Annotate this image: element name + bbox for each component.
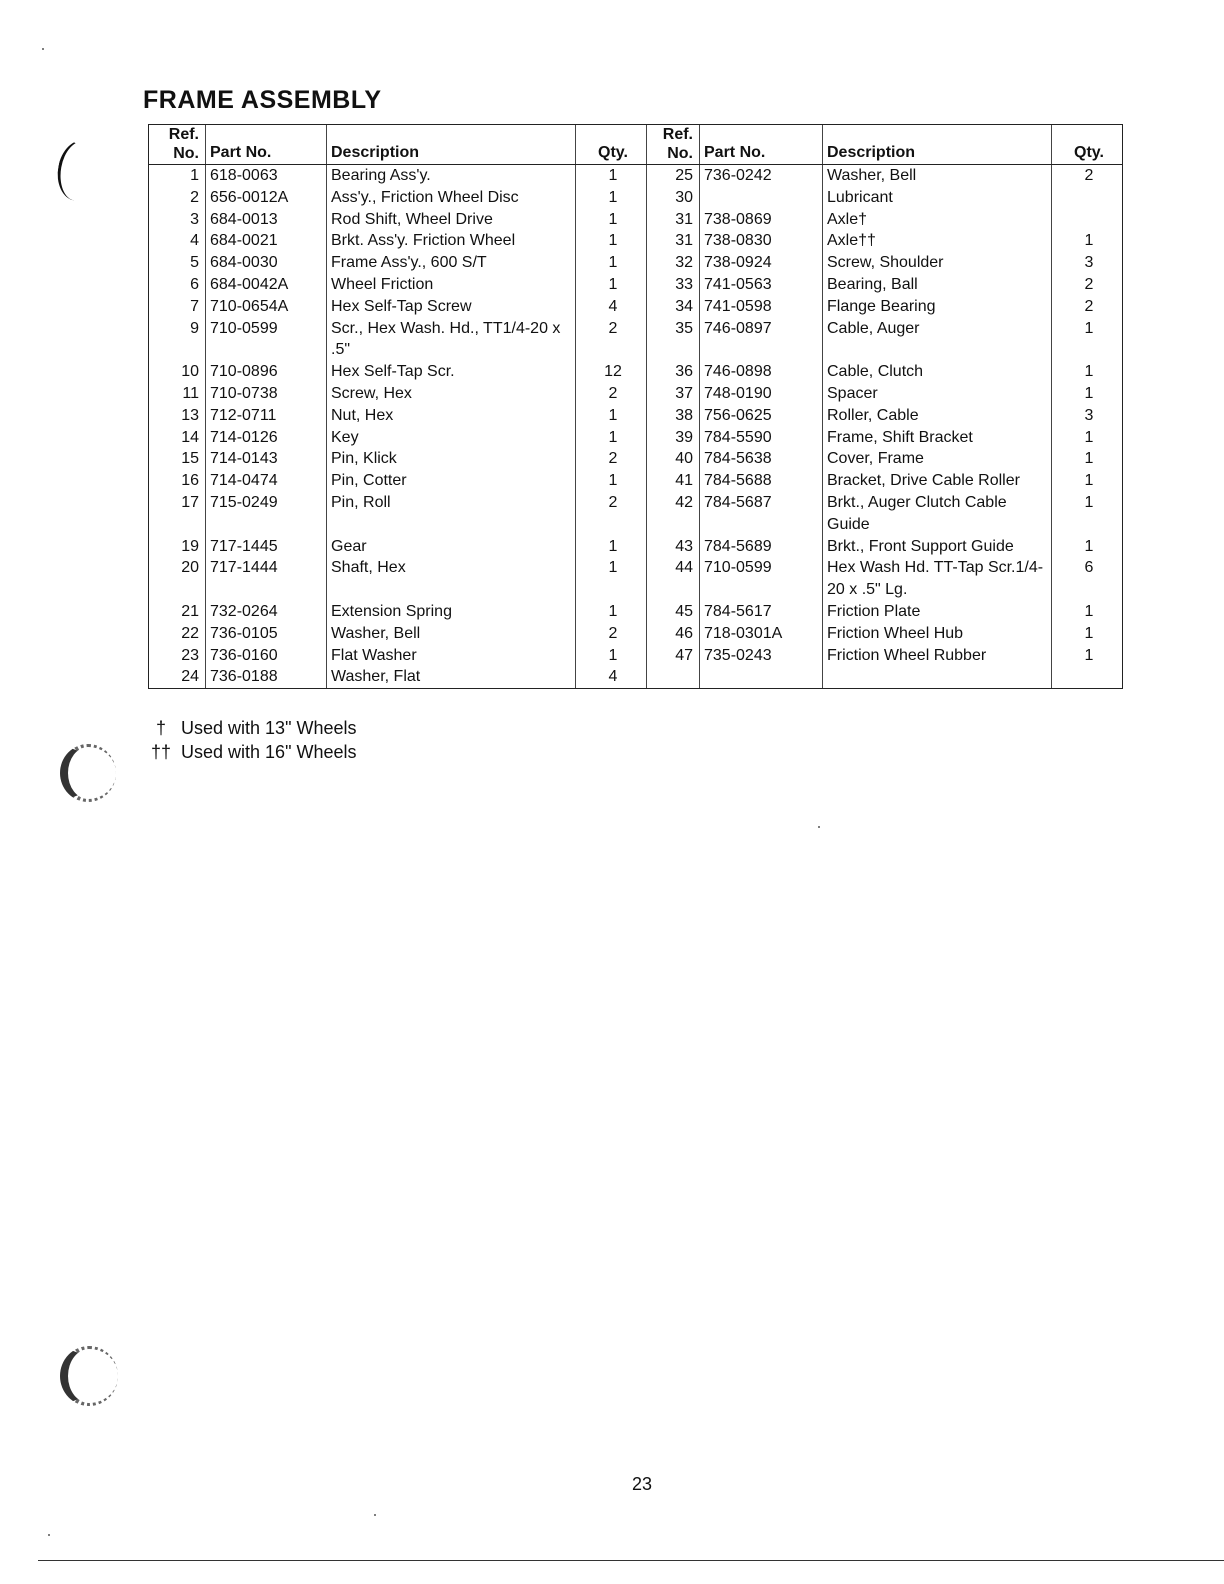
part-no-cell: 714-0474 <box>206 470 327 492</box>
qty-cell: 1 <box>1052 427 1123 449</box>
qty-cell: 2 <box>576 623 647 645</box>
ref-no-cell: 38 <box>647 405 700 427</box>
description-cell: Bearing Ass'y. <box>327 165 576 187</box>
description-cell: Friction Wheel Hub <box>823 623 1052 645</box>
description-cell: Roller, Cable <box>823 405 1052 427</box>
description-cell: Brkt. Ass'y. Friction Wheel <box>327 230 576 252</box>
qty-cell: 1 <box>1052 623 1123 645</box>
binder-hole-mark <box>53 137 106 205</box>
part-no-cell: 715-0249 <box>206 492 327 536</box>
scan-speck <box>374 1514 376 1516</box>
part-no-cell: 718-0301A <box>700 623 823 645</box>
bottom-rule <box>38 1560 1224 1561</box>
description-cell: Lubricant <box>823 187 1052 209</box>
description-cell: Pin, Klick <box>327 448 576 470</box>
part-no-cell: 735-0243 <box>700 645 823 667</box>
qty-cell: 1 <box>576 557 647 601</box>
ref-no-cell: 37 <box>647 383 700 405</box>
header-description-2: Description <box>823 125 1052 165</box>
table-row <box>149 623 1123 645</box>
description-cell: Axle† <box>823 209 1052 231</box>
table-row <box>149 318 1123 362</box>
description-cell: Wheel Friction <box>327 274 576 296</box>
footnote-text: Used with 13" Wheels <box>181 718 357 738</box>
ref-no-cell: 42 <box>647 492 700 536</box>
part-no-cell <box>700 187 823 209</box>
qty-cell: 1 <box>1052 645 1123 667</box>
table-row <box>149 557 1123 601</box>
header-description: Description <box>327 125 576 165</box>
description-cell: Cable, Clutch <box>823 361 1052 383</box>
qty-cell: 2 <box>576 318 647 362</box>
part-no-cell: 741-0598 <box>700 296 823 318</box>
qty-cell: 1 <box>1052 448 1123 470</box>
qty-cell: 1 <box>576 536 647 558</box>
table-row <box>149 165 1123 187</box>
qty-cell: 1 <box>1052 470 1123 492</box>
part-no-cell: 746-0897 <box>700 318 823 362</box>
qty-cell: 1 <box>576 427 647 449</box>
header-qty: Qty. <box>576 125 647 165</box>
table-header-row <box>149 125 1123 165</box>
description-cell: Bracket, Drive Cable Roller <box>823 470 1052 492</box>
qty-cell: 12 <box>576 361 647 383</box>
part-no-cell: 684-0042A <box>206 274 327 296</box>
description-cell: Cable, Auger <box>823 318 1052 362</box>
ref-no-cell: 41 <box>647 470 700 492</box>
description-cell: Frame, Shift Bracket <box>823 427 1052 449</box>
table-row <box>149 492 1123 536</box>
header-ref-label: Ref. <box>168 126 199 143</box>
footnotes <box>146 716 356 764</box>
scan-speck <box>42 48 44 50</box>
part-no-cell: 756-0625 <box>700 405 823 427</box>
part-no-cell: 746-0898 <box>700 361 823 383</box>
ref-no-cell: 19 <box>149 536 206 558</box>
ref-no-cell: 5 <box>149 252 206 274</box>
qty-cell: 1 <box>576 209 647 231</box>
scan-speck <box>818 826 820 828</box>
ref-no-cell: 43 <box>647 536 700 558</box>
qty-cell: 2 <box>576 448 647 470</box>
ref-no-cell: 39 <box>647 427 700 449</box>
page-number: 23 <box>631 1474 653 1494</box>
qty-cell: 2 <box>1052 274 1123 296</box>
ref-no-cell: 16 <box>149 470 206 492</box>
description-cell: Spacer <box>823 383 1052 405</box>
qty-cell: 6 <box>1052 557 1123 601</box>
description-cell: Key <box>327 427 576 449</box>
ref-no-cell: 45 <box>647 601 700 623</box>
description-cell: Washer, Bell <box>327 623 576 645</box>
qty-cell: 1 <box>1052 492 1123 536</box>
description-cell: Gear <box>327 536 576 558</box>
description-cell: Nut, Hex <box>327 405 576 427</box>
description-cell: Washer, Flat <box>327 666 576 688</box>
description-cell: Rod Shift, Wheel Drive <box>327 209 576 231</box>
part-no-cell: 684-0030 <box>206 252 327 274</box>
qty-cell: 1 <box>1052 536 1123 558</box>
ref-no-cell: 7 <box>149 296 206 318</box>
ref-no-cell: 30 <box>647 187 700 209</box>
scan-speck <box>48 1534 50 1536</box>
table-row <box>149 448 1123 470</box>
qty-cell: 1 <box>576 230 647 252</box>
ref-no-cell: 4 <box>149 230 206 252</box>
part-no-cell <box>700 666 823 688</box>
ref-no-cell: 31 <box>647 230 700 252</box>
table-row <box>149 427 1123 449</box>
description-cell: Axle†† <box>823 230 1052 252</box>
ref-no-cell: 24 <box>149 666 206 688</box>
table-row <box>149 230 1123 252</box>
description-cell: Scr., Hex Wash. Hd., TT1/4-20 x .5" <box>327 318 576 362</box>
ref-no-cell: 46 <box>647 623 700 645</box>
footnote-text: Used with 16" Wheels <box>181 742 357 762</box>
qty-cell: 2 <box>1052 165 1123 187</box>
part-no-cell: 710-0599 <box>206 318 327 362</box>
header-part-no: Part No. <box>206 125 327 165</box>
part-no-cell: 748-0190 <box>700 383 823 405</box>
qty-cell: 3 <box>1052 252 1123 274</box>
ref-no-cell: 20 <box>149 557 206 601</box>
part-no-cell: 738-0869 <box>700 209 823 231</box>
part-no-cell: 717-1445 <box>206 536 327 558</box>
description-cell: Friction Plate <box>823 601 1052 623</box>
parts-table-body <box>149 165 1123 689</box>
qty-cell: 1 <box>1052 230 1123 252</box>
ref-no-cell: 34 <box>647 296 700 318</box>
table-row <box>149 405 1123 427</box>
qty-cell: 1 <box>576 645 647 667</box>
ref-no-cell: 23 <box>149 645 206 667</box>
table-row <box>149 296 1123 318</box>
ref-no-cell: 33 <box>647 274 700 296</box>
table-row <box>149 187 1123 209</box>
qty-cell: 3 <box>1052 405 1123 427</box>
description-cell: Hex Wash Hd. TT-Tap Scr.1/4-20 x .5" Lg. <box>823 557 1052 601</box>
table-row <box>149 274 1123 296</box>
part-no-cell: 784-5689 <box>700 536 823 558</box>
part-no-cell: 712-0711 <box>206 405 327 427</box>
table-row <box>149 601 1123 623</box>
table-row <box>149 470 1123 492</box>
description-cell: Pin, Cotter <box>327 470 576 492</box>
part-no-cell: 784-5687 <box>700 492 823 536</box>
header-no-label: No. <box>667 145 693 162</box>
description-cell: Cover, Frame <box>823 448 1052 470</box>
ref-no-cell: 10 <box>149 361 206 383</box>
qty-cell: 1 <box>576 274 647 296</box>
table-row <box>149 536 1123 558</box>
ref-no-cell: 2 <box>149 187 206 209</box>
ref-no-cell: 31 <box>647 209 700 231</box>
qty-cell: 2 <box>576 492 647 536</box>
ref-no-cell: 40 <box>647 448 700 470</box>
qty-cell: 4 <box>576 666 647 688</box>
footnote-13-inch <box>146 716 356 740</box>
description-cell <box>823 666 1052 688</box>
qty-cell: 1 <box>576 601 647 623</box>
part-no-cell: 736-0188 <box>206 666 327 688</box>
part-no-cell: 717-1444 <box>206 557 327 601</box>
description-cell: Bearing, Ball <box>823 274 1052 296</box>
binder-hole-mark <box>60 744 116 802</box>
header-qty-2: Qty. <box>1052 125 1123 165</box>
table-row <box>149 645 1123 667</box>
description-cell: Flange Bearing <box>823 296 1052 318</box>
part-no-cell: 714-0143 <box>206 448 327 470</box>
ref-no-cell: 15 <box>149 448 206 470</box>
ref-no-cell: 25 <box>647 165 700 187</box>
header-part-no-2: Part No. <box>700 125 823 165</box>
qty-cell: 1 <box>576 165 647 187</box>
description-cell: Frame Ass'y., 600 S/T <box>327 252 576 274</box>
table-row <box>149 252 1123 274</box>
header-ref-label: Ref. <box>662 126 693 143</box>
description-cell: Brkt., Front Support Guide <box>823 536 1052 558</box>
qty-cell: 1 <box>576 405 647 427</box>
part-no-cell: 656-0012A <box>206 187 327 209</box>
part-no-cell: 738-0924 <box>700 252 823 274</box>
header-no-label: No. <box>173 145 199 162</box>
ref-no-cell: 36 <box>647 361 700 383</box>
ref-no-cell: 21 <box>149 601 206 623</box>
part-no-cell: 736-0105 <box>206 623 327 645</box>
part-no-cell: 714-0126 <box>206 427 327 449</box>
ref-no-cell: 35 <box>647 318 700 362</box>
part-no-cell: 741-0563 <box>700 274 823 296</box>
table-row <box>149 209 1123 231</box>
qty-cell: 1 <box>576 252 647 274</box>
ref-no-cell: 11 <box>149 383 206 405</box>
qty-cell: 2 <box>1052 296 1123 318</box>
ref-no-cell: 47 <box>647 645 700 667</box>
part-no-cell: 710-0896 <box>206 361 327 383</box>
description-cell: Flat Washer <box>327 645 576 667</box>
header-ref-no-2 <box>647 125 700 165</box>
ref-no-cell: 14 <box>149 427 206 449</box>
qty-cell <box>1052 187 1123 209</box>
qty-cell: 1 <box>1052 383 1123 405</box>
qty-cell: 1 <box>576 187 647 209</box>
table-row <box>149 666 1123 688</box>
qty-cell: 2 <box>576 383 647 405</box>
binder-hole-mark <box>60 1346 118 1406</box>
part-no-cell: 618-0063 <box>206 165 327 187</box>
qty-cell: 1 <box>1052 361 1123 383</box>
table-row <box>149 383 1123 405</box>
page-title: FRAME ASSEMBLY <box>143 86 382 114</box>
description-cell: Washer, Bell <box>823 165 1052 187</box>
description-cell: Extension Spring <box>327 601 576 623</box>
qty-cell: 1 <box>1052 601 1123 623</box>
qty-cell: 1 <box>1052 318 1123 362</box>
description-cell: Friction Wheel Rubber <box>823 645 1052 667</box>
part-no-cell: 738-0830 <box>700 230 823 252</box>
part-no-cell: 710-0599 <box>700 557 823 601</box>
part-no-cell: 784-5617 <box>700 601 823 623</box>
part-no-cell: 710-0738 <box>206 383 327 405</box>
ref-no-cell: 1 <box>149 165 206 187</box>
qty-cell <box>1052 209 1123 231</box>
part-no-cell: 784-5688 <box>700 470 823 492</box>
ref-no-cell <box>647 666 700 688</box>
footnote-16-inch <box>146 740 356 764</box>
dagger-symbol: † <box>155 718 166 738</box>
table-row <box>149 361 1123 383</box>
part-no-cell: 732-0264 <box>206 601 327 623</box>
qty-cell: 4 <box>576 296 647 318</box>
parts-table <box>148 124 1123 689</box>
ref-no-cell: 3 <box>149 209 206 231</box>
qty-cell: 1 <box>576 470 647 492</box>
part-no-cell: 736-0160 <box>206 645 327 667</box>
ref-no-cell: 17 <box>149 492 206 536</box>
description-cell: Screw, Hex <box>327 383 576 405</box>
description-cell: Pin, Roll <box>327 492 576 536</box>
part-no-cell: 784-5590 <box>700 427 823 449</box>
ref-no-cell: 32 <box>647 252 700 274</box>
part-no-cell: 710-0654A <box>206 296 327 318</box>
ref-no-cell: 9 <box>149 318 206 362</box>
ref-no-cell: 44 <box>647 557 700 601</box>
description-cell: Hex Self-Tap Scr. <box>327 361 576 383</box>
part-no-cell: 684-0021 <box>206 230 327 252</box>
description-cell: Ass'y., Friction Wheel Disc <box>327 187 576 209</box>
part-no-cell: 736-0242 <box>700 165 823 187</box>
description-cell: Hex Self-Tap Screw <box>327 296 576 318</box>
description-cell: Brkt., Auger Clutch Cable Guide <box>823 492 1052 536</box>
part-no-cell: 784-5638 <box>700 448 823 470</box>
header-ref-no <box>149 125 206 165</box>
ref-no-cell: 22 <box>149 623 206 645</box>
ref-no-cell: 6 <box>149 274 206 296</box>
part-no-cell: 684-0013 <box>206 209 327 231</box>
ref-no-cell: 13 <box>149 405 206 427</box>
description-cell: Screw, Shoulder <box>823 252 1052 274</box>
description-cell: Shaft, Hex <box>327 557 576 601</box>
qty-cell <box>1052 666 1123 688</box>
double-dagger-symbol: †† <box>150 742 172 762</box>
